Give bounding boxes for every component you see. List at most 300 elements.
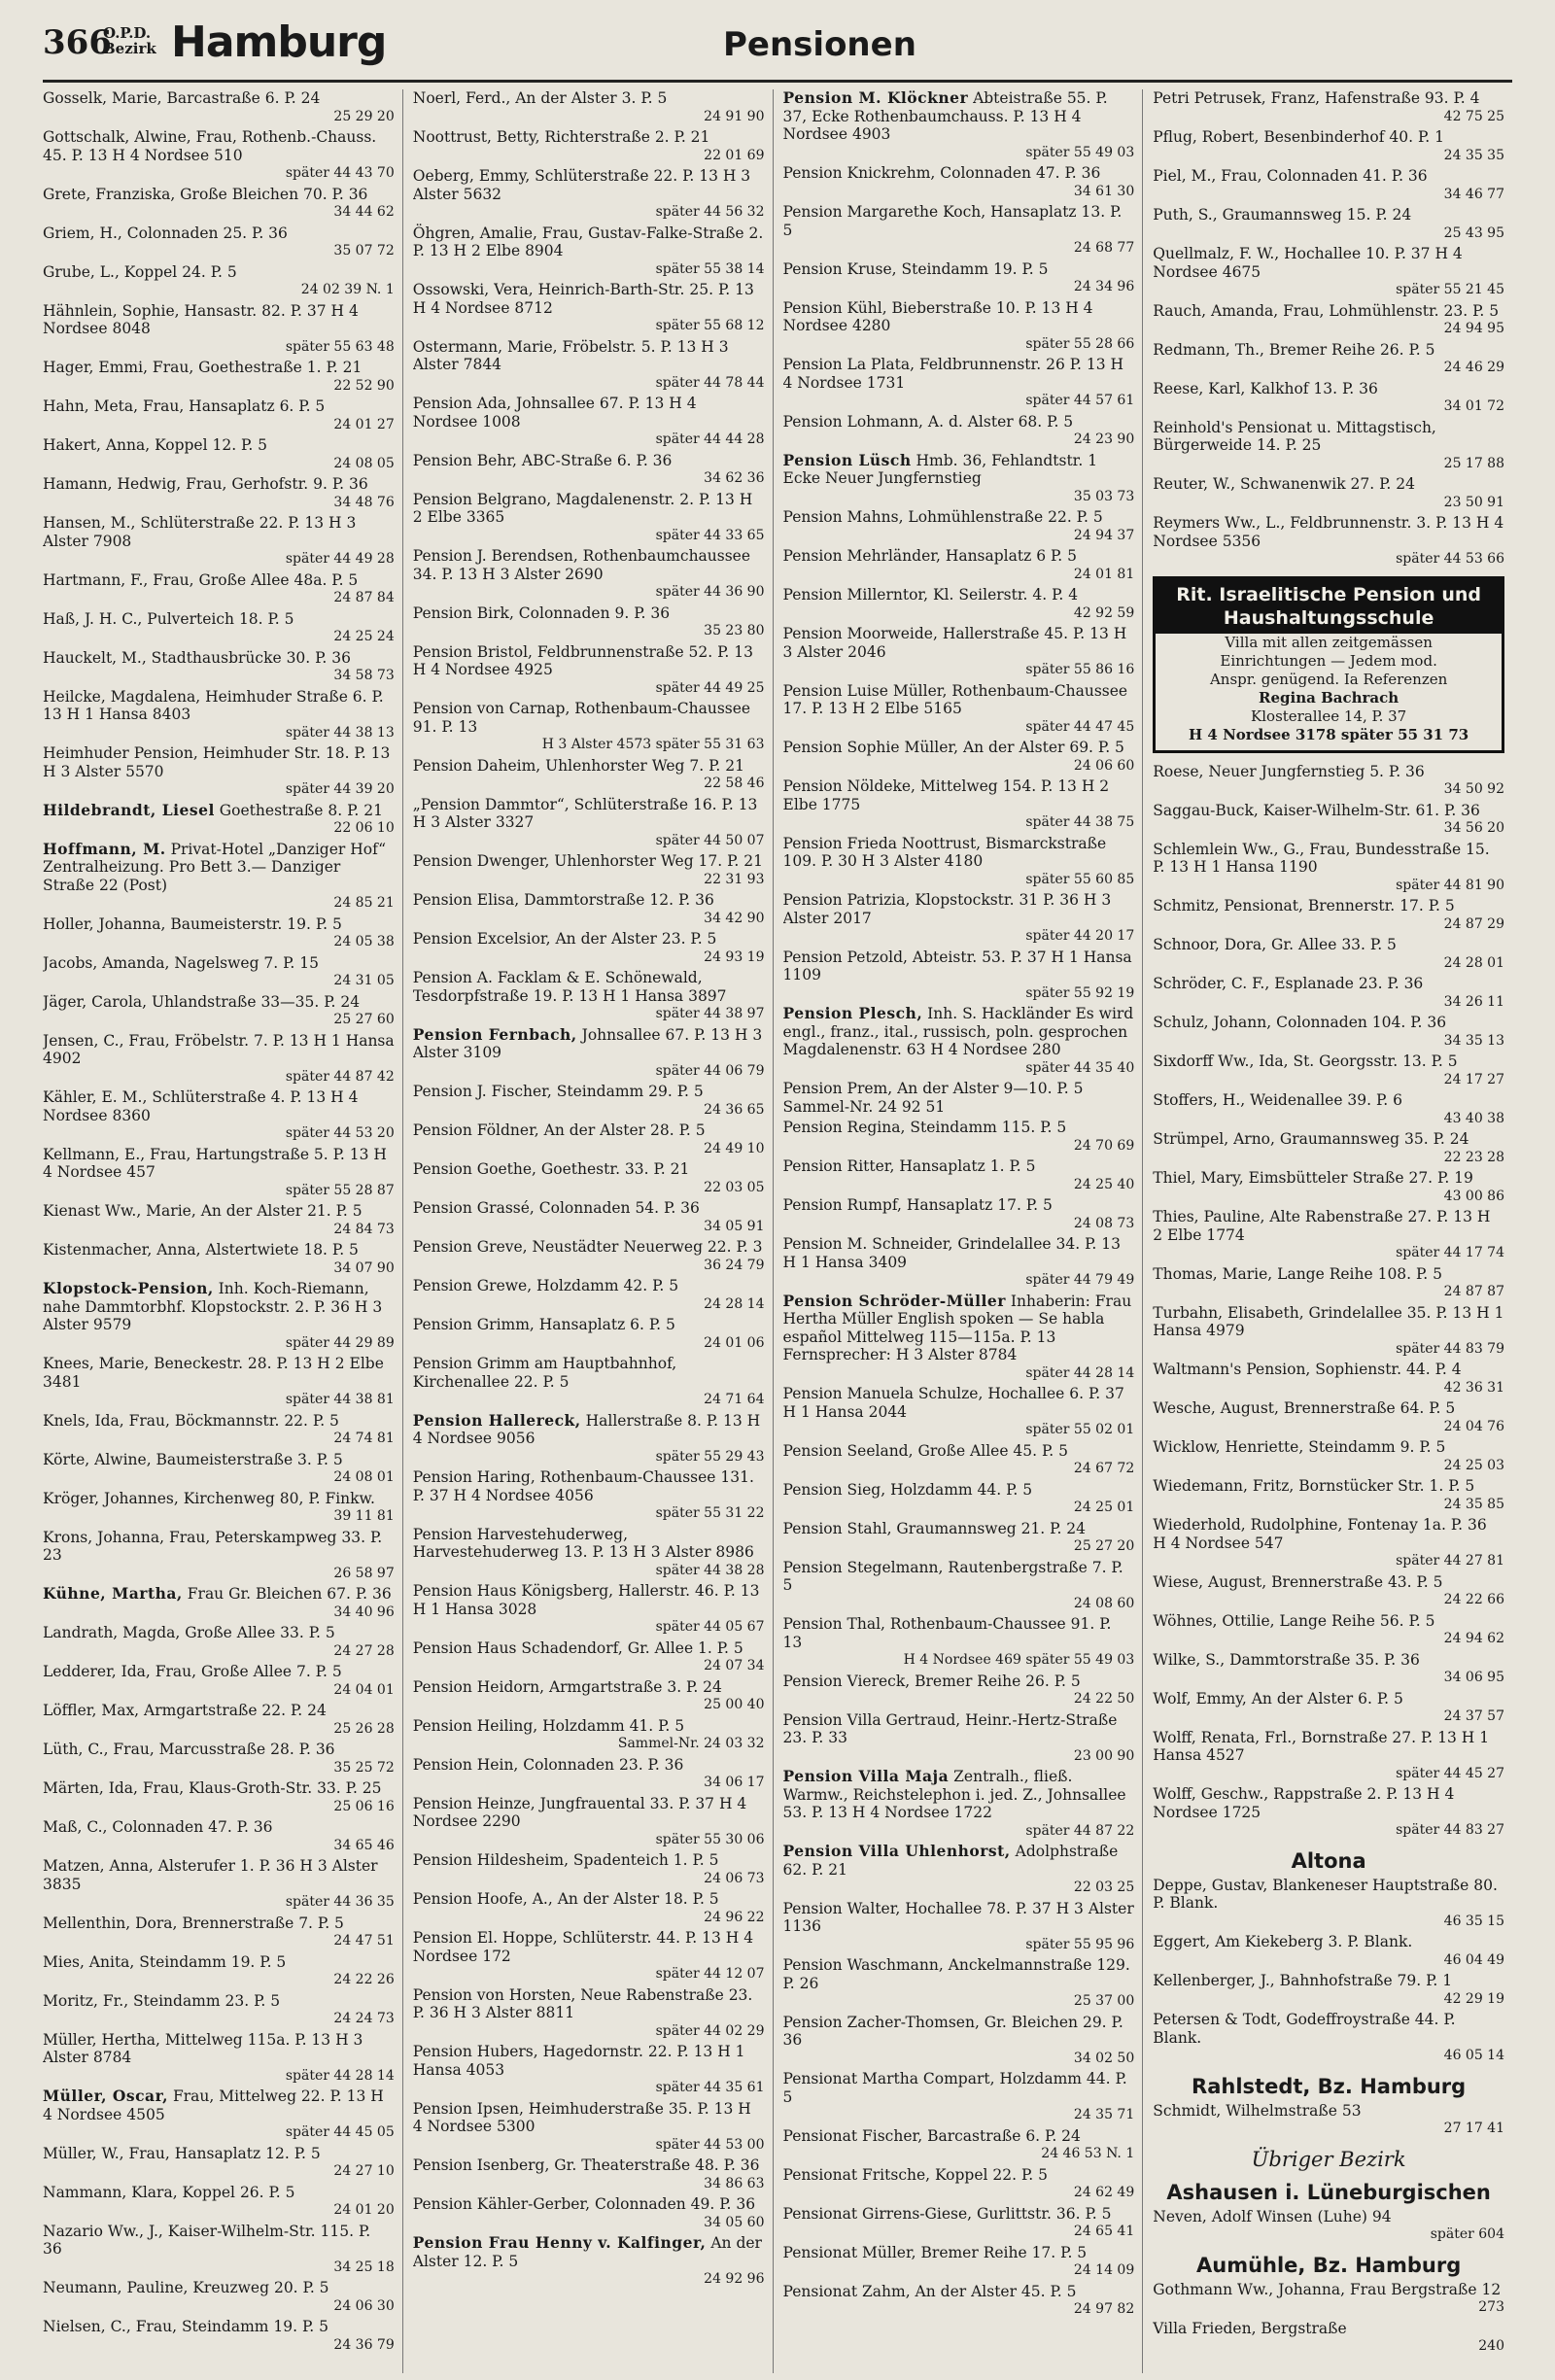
directory-entry	[413, 643, 765, 698]
entry-phone: 24 49 10	[704, 1140, 765, 1156]
entry-phone: später 44 56 32	[655, 204, 765, 220]
entry-phone: 34 48 76	[333, 494, 395, 510]
entry-phone: 34 02 50	[1073, 2050, 1135, 2066]
entry-name: Pension Moorweide, Hallerstraße 45. P. 13 H 3 Alster 2046	[782, 625, 1127, 661]
entry-phone: 42 75 25	[1443, 108, 1504, 124]
entry-name: Wicklow, Henriette, Steindamm 9. P. 5	[1153, 1438, 1446, 1456]
entry-name: Schröder, C. F., Esplanade 23. P. 36	[1153, 975, 1424, 992]
entry-phone: 34 44 62	[333, 204, 395, 220]
directory-entry	[1153, 2011, 1504, 2065]
entry-name: Saggau-Buck, Kaiser-Wilhelm-Str. 61. P. 36	[1153, 801, 1480, 819]
entry-name: Wiese, August, Brennerstraße 43. P. 5	[1153, 1572, 1443, 1591]
directory-entry	[1153, 1052, 1504, 1088]
entry-phone: 24 94 37	[1073, 527, 1135, 543]
entry-name: Maß, C., Colonnaden 47. P. 36	[43, 1818, 273, 1836]
entry-phone: später 44 06 79	[655, 1062, 765, 1079]
directory-entry	[43, 571, 395, 607]
ashausen-heading: Ashausen i. Lüneburgischen	[1166, 2180, 1491, 2204]
entry-name: Mies, Anita, Steindamm 19. P. 5	[43, 1952, 287, 1971]
entry-phone: 25 29 20	[333, 108, 395, 124]
entry-phone: 34 05 60	[704, 2214, 765, 2230]
entry-phone: 26 58 97	[333, 1565, 395, 1581]
entry-name: Hager, Emmi, Frau, Goethestraße 1. P. 21	[43, 359, 363, 376]
entry-name: Pension Grimm, Hansaplatz 6. P. 5	[412, 1316, 675, 1333]
entry-phone: später 44 44 28	[655, 431, 765, 447]
entry-detail: Inhaberin: Frau Hertha Müller English spoken — Se habla español Mittelweg 115—115a. P. 13 Fernsprecher: H 3 Alster 8784	[782, 1292, 1132, 1363]
directory-entry	[1153, 841, 1504, 895]
entry-phone: 35 03 73	[1073, 488, 1135, 504]
entry-name: Pension Daheim, Uhlenhorster Weg 7. P. 21	[412, 756, 744, 775]
entry-phone: 24 37 57	[1443, 1708, 1504, 1724]
directory-entry	[43, 1779, 395, 1815]
entry-phone: 22 23 28	[1443, 1149, 1504, 1165]
directory-entry	[783, 1196, 1135, 1232]
entry-name: Pension Plesch,	[782, 1004, 923, 1022]
entry-phone: 24 36 79	[333, 2336, 395, 2353]
ad-line-3: Anspr. genügend. Ia Referenzen	[1209, 670, 1448, 688]
entry-name: Pension Grimm am Hauptbahnhof, Kirchenallee 22. P. 5	[412, 1355, 677, 1391]
directory-entry	[43, 475, 395, 511]
directory-entry	[783, 949, 1135, 1003]
directory-entry	[1153, 341, 1504, 377]
entry-name: Pension Földner, An der Alster 28. P. 5	[412, 1121, 706, 1139]
entry-name: Pension Stegelmann, Rautenbergstraße 7. P. 5	[782, 1558, 1123, 1594]
entry-phone: 24 62 49	[1073, 2185, 1135, 2200]
entry-phone: 24 08 01	[333, 1469, 395, 1485]
entry-name: Petersen & Todt, Godeffroystraße 44. P. Blank.	[1153, 2011, 1456, 2047]
entry-phone: 34 61 30	[1073, 183, 1135, 199]
entry-name: Pension Heidorn, Armgartstraße 3. P. 24	[412, 1677, 722, 1696]
entry-name: Matzen, Anna, Alsterufer 1. P. 36 H 3 Alster 3835	[43, 1857, 378, 1893]
entry-phone: 24 94 62	[1443, 1631, 1504, 1646]
ad-title-line-1: Rit. Israelitische Pension und	[1176, 583, 1481, 605]
entry-name: Thiel, Mary, Eimsbütteler Straße 27. P. 19	[1153, 1169, 1473, 1187]
entry-name: Pension Manuela Schulze, Hochallee 6. P. 37 H 1 Hansa 2044	[782, 1385, 1124, 1421]
entry-phone: 23 00 90	[1073, 1747, 1135, 1764]
directory-entry	[783, 1442, 1135, 1478]
entry-phone: 22 03 05	[704, 1179, 765, 1195]
directory-entry	[413, 2100, 765, 2155]
entry-phone: Sammel-Nr. 24 03 32	[617, 1736, 765, 1751]
entry-phone: 34 26 11	[1443, 993, 1504, 1010]
entry-phone: H 4 Nordsee 469 später 55 49 03	[903, 1652, 1135, 1668]
entry-name: Pension Patrizia, Klopstockstr. 31 P. 36 H 3 Alster 2017	[782, 891, 1112, 927]
directory-entry	[43, 744, 395, 799]
entry-name: Roese, Neuer Jungfernstieg 5. P. 36	[1153, 762, 1425, 780]
entry-phone: 24 14 09	[1073, 2262, 1135, 2278]
entry-phone: 22 06 10	[333, 820, 395, 836]
directory-entry	[783, 1673, 1135, 1708]
entry-phone: später 55 30 06	[655, 1831, 765, 1847]
entry-name: Redmann, Th., Bremer Reihe 26. P. 5	[1153, 340, 1435, 359]
entry-name: Schmidt, Wilhelmstraße 53	[1153, 2101, 1362, 2120]
entry-name: Pensionat Girrens-Giese, Gurlittstr. 36. P. 5	[782, 2204, 1112, 2223]
directory-entry	[1153, 1516, 1504, 1570]
directory-entry	[43, 841, 395, 913]
directory-entry	[783, 1481, 1135, 1517]
entry-name: Quellmalz, F. W., Hochallee 10. P. 37 H 4 Nordsee 4675	[1153, 245, 1463, 281]
entry-name: Wiedemann, Fritz, Bornstücker Str. 1. P. 5	[1153, 1477, 1475, 1495]
directory-entry	[43, 1355, 395, 1409]
entry-name: Pension Haus Schadendorf, Gr. Allee 1. P. 5	[412, 1638, 743, 1657]
entry-name: Pension Prem, An der Alster 9—10. P. 5 Sammel-Nr. 24 92 51	[782, 1080, 1084, 1116]
entry-name: Pension Mehrländer, Hansaplatz 6 P. 5	[782, 547, 1077, 565]
entry-name: Pension Hubers, Hagedornstr. 22. P. 13 H 1 Hansa 4053	[412, 2043, 745, 2079]
entry-name: Pension Goethe, Goethestr. 33. P. 21	[412, 1160, 690, 1178]
entry-phone: später 44 79 49	[1025, 1272, 1135, 1288]
entry-phone: später 44 36 35	[285, 1894, 395, 1910]
entry-phone: 24 67 72	[1073, 1461, 1135, 1476]
entry-name: Stoffers, H., Weidenallee 39. P. 6	[1153, 1091, 1403, 1109]
directory-entry	[413, 1717, 765, 1753]
directory-entry	[783, 1119, 1135, 1155]
entry-phone: später 44 53 66	[1396, 551, 1504, 567]
column-3	[783, 89, 1144, 2373]
directory-entry	[1153, 419, 1504, 473]
entry-name: Müller, Oscar,	[43, 2087, 169, 2105]
directory-entry	[783, 1080, 1135, 1116]
entry-detail: Hmb. 36, Fehlandtstr. 1 Ecke Neuer Jungfernstieg	[782, 451, 1098, 487]
entry-phone: 24 22 26	[333, 1972, 395, 1987]
directory-entry	[43, 1202, 395, 1238]
entry-name: Pension Ipsen, Heimhuderstraße 35. P. 13 H 4 Nordsee 5300	[412, 2099, 751, 2135]
entry-name: Puth, S., Graumannsweg 15. P. 24	[1153, 206, 1412, 224]
directory-entry	[1153, 936, 1504, 972]
directory-entry	[1153, 1612, 1504, 1648]
entry-name: Piel, M., Frau, Colonnaden 41. P. 36	[1153, 167, 1428, 185]
entry-name: Schlemlein Ww., G., Frau, Bundesstraße 15. P. 13 H 1 Hansa 1190	[1153, 840, 1490, 876]
directory-entry	[413, 969, 765, 1023]
directory-entry	[413, 1795, 765, 1849]
ad-address: Klosterallee 14, P. 37	[1251, 707, 1407, 725]
entry-name: Pension Grewe, Holzdamm 42. P. 5	[412, 1277, 679, 1294]
directory-entry	[43, 397, 395, 433]
entry-phone: später 44 36 90	[655, 584, 765, 600]
entry-name: Eggert, Am Kiekeberg 3. P. Blank.	[1153, 1933, 1413, 1950]
directory-entry	[43, 436, 395, 472]
entry-phone: später 55 28 66	[1025, 335, 1135, 352]
directory-entry	[413, 1355, 765, 1409]
directory-entry	[43, 2031, 395, 2086]
entry-name: Pensionat Müller, Bremer Reihe 17. P. 5	[782, 2243, 1088, 2261]
directory-entry	[413, 547, 765, 602]
directory-entry	[783, 356, 1135, 410]
entry-name: Pension Birk, Colonnaden 9. P. 36	[412, 604, 671, 622]
directory-entry	[783, 1559, 1135, 1613]
directory-entry	[413, 891, 765, 927]
entry-name: Pension J. Berendsen, Rothenbaumchaussee 34. P. 13 H 3 Alster 2690	[412, 547, 751, 583]
entry-name: Neven, Adolf Winsen (Luhe) 94	[1153, 2207, 1392, 2225]
entry-phone: später 44 29 89	[285, 1334, 395, 1351]
directory-entry	[783, 1615, 1135, 1670]
entry-name: Müller, W., Frau, Hansaplatz 12. P. 5	[43, 2144, 321, 2162]
directory-entry	[1153, 302, 1504, 338]
entry-name: Pension Millerntor, Kl. Seilerstr. 4. P. 4	[782, 586, 1079, 604]
entry-phone: 24 87 84	[333, 590, 395, 605]
entry-name: Gottschalk, Alwine, Frau, Rothenb.-Chauss. 45. P. 13 H 4 Nordsee 510	[43, 128, 377, 164]
entry-phone: 22 01 69	[704, 147, 765, 163]
entry-phone: später 44 81 90	[1396, 877, 1504, 893]
directory-entry	[413, 1756, 765, 1792]
entry-phone: 24 05 38	[333, 934, 395, 949]
entry-name: Hartmann, F., Frau, Große Allee 48a. P. 5	[43, 570, 359, 589]
entry-name: Pension Luise Müller, Rothenbaum-Chaussee 17. P. 13 H 2 Elbe 5165	[782, 681, 1128, 717]
entry-detail: An der Alster 12. P. 5	[412, 2234, 762, 2270]
entry-phone: später 44 87 22	[1025, 1822, 1135, 1839]
entry-name: Kellenberger, J., Bahnhofstraße 79. P. 1	[1153, 1972, 1453, 1989]
entry-phone: später 55 02 01	[1025, 1422, 1135, 1437]
directory-entry	[783, 2127, 1135, 2163]
directory-entry	[43, 1857, 395, 1912]
directory-entry	[413, 491, 765, 545]
entry-phone: später 55 86 16	[1025, 662, 1135, 677]
directory-entry	[1153, 1877, 1504, 1931]
city-heading: Hamburg	[171, 17, 387, 67]
entry-name: Hamann, Hedwig, Frau, Gerhofstr. 9. P. 36	[43, 475, 368, 493]
entry-phone: 24 87 29	[1443, 915, 1504, 932]
entry-name: Pension A. Facklam & E. Schönewald, Tesdorpfstraße 19. P. 13 H 1 Hansa 3897	[412, 969, 727, 1005]
entry-name: Kienast Ww., Marie, An der Alster 21. P. 5	[43, 1202, 363, 1220]
entry-phone: 34 86 63	[704, 2175, 765, 2191]
entry-name: Pension Schröder-Müller	[782, 1291, 1006, 1310]
directory-entry	[43, 915, 395, 951]
entry-name: Klopstock-Pension,	[43, 1279, 214, 1297]
entry-phone: 25 00 40	[704, 1697, 765, 1712]
directory-entry	[783, 203, 1135, 258]
entry-name: Haß, J. H. C., Pulverteich 18. P. 5	[43, 609, 294, 628]
entry-name: Schulz, Johann, Colonnaden 104. P. 36	[1153, 1014, 1447, 1031]
directory-entry	[1153, 514, 1504, 569]
entry-phone: später 55 49 03	[1025, 144, 1135, 160]
entry-name: Pension Harvestehuderweg, Harvestehuderweg 13. P. 13 H 3 Alster 8986	[412, 1525, 754, 1561]
entry-phone: 24 25 40	[1073, 1176, 1135, 1192]
entry-phone: 34 62 36	[704, 470, 765, 486]
entry-phone: 34 50 92	[1443, 781, 1504, 797]
directory-entry	[413, 700, 765, 754]
entry-phone: später 44 38 28	[655, 1562, 765, 1578]
entry-name: Pension M. Klöckner	[782, 89, 969, 107]
entry-name: Pension J. Fischer, Steindamm 29. P. 5	[412, 1083, 704, 1100]
directory-entry	[1153, 763, 1504, 799]
directory-entry	[43, 2145, 395, 2181]
entry-name: Wolff, Renata, Frl., Bornstraße 27. P. 13 H 1 Hansa 4527	[1153, 1728, 1490, 1764]
directory-entry	[43, 89, 395, 125]
entry-name: Thomas, Marie, Lange Reihe 108. P. 5	[1153, 1264, 1443, 1283]
entry-name: Reuter, W., Schwanenwik 27. P. 24	[1153, 475, 1415, 493]
entry-name: Mellenthin, Dora, Brennerstraße 7. P. 5	[43, 1914, 344, 1932]
directory-entry	[1153, 380, 1504, 416]
directory-entry	[413, 1121, 765, 1157]
entry-phone: 34 06 17	[704, 1775, 765, 1790]
directory-entry	[413, 1890, 765, 1926]
entry-name: Hahn, Meta, Frau, Hansaplatz 6. P. 5	[43, 397, 326, 415]
entry-phone: später 55 21 45	[1396, 282, 1504, 297]
entry-detail: Abteistraße 55. P. 37, Ecke Rothenbaumchauss. P. 13 H 4 Nordsee 4903	[782, 89, 1108, 143]
entry-phone: später 44 47 45	[1025, 718, 1135, 735]
entry-phone: später 44 35 61	[655, 2080, 765, 2095]
entry-name: Hähnlein, Sophie, Hansastr. 82. P. 37 H 4 Nordsee 8048	[43, 301, 359, 337]
directory-entry	[783, 2283, 1135, 2319]
directory-entry	[783, 452, 1135, 506]
entry-name: Müller, Hertha, Mittelweg 115a. P. 13 H 3 Alster 8784	[43, 2030, 363, 2066]
entry-phone: 24 93 19	[704, 949, 765, 965]
entry-name: Körte, Alwine, Baumeisterstraße 3. P. 5	[43, 1450, 343, 1468]
entry-phone: später 44 87 42	[285, 1068, 395, 1085]
entry-phone: 24 08 60	[1073, 1595, 1135, 1611]
entry-name: Pension Hallereck,	[412, 1410, 581, 1430]
directory-entry	[413, 604, 765, 640]
entry-phone: 24 01 81	[1073, 566, 1135, 582]
entry-phone: 35 07 72	[333, 243, 395, 259]
entry-name: Thies, Pauline, Alte Rabenstraße 27. P. 13 H 2 Elbe 1774	[1153, 1208, 1491, 1244]
directory-entry	[43, 1585, 395, 1621]
entry-phone: 25 06 16	[333, 1798, 395, 1814]
entry-phone: 22 31 93	[704, 871, 765, 887]
entry-phone: 24 06 73	[704, 1870, 765, 1886]
directory-entry	[43, 1741, 395, 1776]
entry-phone: 24 47 51	[333, 1933, 395, 1949]
entry-name: Heilcke, Magdalena, Heimhuder Straße 6. P. 13 H 1 Hansa 8403	[43, 687, 384, 723]
directory-entry	[413, 1083, 765, 1119]
entry-phone: 35 23 80	[704, 623, 765, 638]
directory-entry	[1153, 2281, 1504, 2317]
entry-name: Pflug, Robert, Besenbinderhof 40. P. 1	[1153, 128, 1444, 146]
entry-name: Pension Dwenger, Uhlenhorster Weg 17. P. 21	[412, 852, 764, 870]
entry-phone: 34 56 20	[1443, 820, 1504, 836]
directory-entry	[1153, 1573, 1504, 1609]
directory-entry	[783, 2244, 1135, 2280]
directory-entry	[43, 1624, 395, 1660]
entry-phone: 24 35 35	[1443, 147, 1504, 163]
entry-name: Jäger, Carola, Uhlandstraße 33—35. P. 24	[43, 992, 361, 1011]
directory-entry	[413, 1412, 765, 1466]
entry-name: Pension Knickrehm, Colonnaden 47. P. 36	[782, 164, 1101, 182]
entry-name: Kröger, Johannes, Kirchenweg 80, P. Finkw.	[43, 1489, 375, 1507]
entry-name: Hildebrandt, Liesel	[43, 800, 215, 819]
directory-entry	[1153, 1399, 1504, 1435]
entry-name: Kähler, E. M., Schlüterstraße 4. P. 13 H 4 Nordsee 8360	[43, 1088, 359, 1124]
entry-name: Rauch, Amanda, Frau, Lohmühlenstr. 23. P. 5	[1153, 301, 1500, 320]
entry-phone: später 44 12 07	[655, 1966, 765, 1982]
entry-phone: später 44 20 17	[1025, 928, 1135, 944]
entry-name: Pension Waschmann, Anckelmannstraße 129. P. 26	[782, 1956, 1130, 1992]
entry-name: Pension Villa Uhlenhorst,	[782, 1842, 1011, 1860]
entry-name: Pensionat Zahm, An der Alster 45. P. 5	[782, 2282, 1077, 2300]
entry-phone: 24 08 73	[1073, 1215, 1135, 1231]
entry-phone: 22 58 46	[704, 776, 765, 791]
entry-name: Moritz, Fr., Steindamm 23. P. 5	[43, 1991, 281, 2010]
entry-phone: 36 24 79	[704, 1257, 765, 1273]
entry-phone: 24 01 27	[333, 416, 395, 432]
entry-name: Pension Kühl, Bieberstraße 10. P. 13 H 4 Nordsee 4280	[782, 298, 1093, 334]
entry-phone: 35 25 72	[333, 1759, 395, 1776]
column-1	[43, 89, 403, 2373]
directory-entry	[1153, 2208, 1504, 2244]
entry-name: Grete, Franziska, Große Bleichen 70. P. 36	[43, 185, 368, 203]
directory-entry	[43, 1146, 395, 1200]
entry-name: Pension Isenberg, Gr. Theaterstraße 48. P. 36	[412, 2156, 760, 2174]
entry-name: Pensionat Fritsche, Koppel 22. P. 5	[782, 2165, 1048, 2184]
entry-name: Pension Lüsch	[782, 450, 912, 469]
entry-phone: später 55 92 19	[1025, 984, 1135, 1001]
directory-entry	[1153, 1014, 1504, 1050]
entry-phone: später 55 63 48	[285, 338, 395, 355]
ad-phone: H 4 Nordsee 3178 später 55 31 73	[1189, 725, 1469, 743]
entry-phone: 34 07 90	[333, 1259, 395, 1276]
directory-entry	[1153, 1690, 1504, 1726]
entry-name: Wilke, S., Dammtorstraße 35. P. 36	[1153, 1650, 1420, 1669]
entry-phone: H 3 Alster 4573 später 55 31 63	[541, 737, 765, 752]
directory-entry	[1153, 1091, 1504, 1127]
directory-entry	[413, 1316, 765, 1352]
entry-phone: später 55 95 96	[1025, 1936, 1135, 1952]
directory-entry	[783, 89, 1135, 161]
entry-phone: 24 34 96	[1073, 279, 1135, 294]
entry-name: Pension Frieda Noottrust, Bismarckstraße 109. P. 30 H 3 Alster 4180	[782, 834, 1107, 870]
directory-entry	[783, 739, 1135, 775]
entry-name: Pension Viereck, Bremer Reihe 26. P. 5	[782, 1672, 1081, 1690]
entry-detail: Frau, Mittelweg 22. P. 13 H 4 Nordsee 4505	[43, 2087, 384, 2123]
entry-phone: 24 23 90	[1073, 431, 1135, 447]
entry-name: Pension Zacher-Thomsen, Gr. Bleichen 29. P. 36	[782, 2013, 1123, 2049]
entry-name: Pension Rumpf, Hansaplatz 17. P. 5	[782, 1196, 1053, 1214]
advertisement-box	[1153, 576, 1504, 753]
entry-name: Jacobs, Amanda, Nagelsweg 7. P. 15	[43, 953, 320, 972]
entry-name: Deppe, Gustav, Blankeneser Hauptstraße 80. P. Blank.	[1153, 1876, 1498, 1912]
entry-name: Reinhold's Pensionat u. Mittagstisch, Bürgerweide 14. P. 25	[1153, 418, 1436, 454]
ad-title-line-2: Haushaltungsschule	[1223, 606, 1434, 629]
entry-detail: Frau Gr. Bleichen 67. P. 36	[187, 1585, 392, 1603]
entry-phone: 24 27 10	[333, 2163, 395, 2179]
entry-phone: 25 27 60	[333, 1012, 395, 1027]
entry-name: Pension Villa Gertraud, Heinr.-Hertz-Straße 23. P. 33	[782, 1710, 1118, 1746]
directory-entry	[1153, 1130, 1504, 1166]
entry-phone: später 44 38 97	[655, 1006, 765, 1021]
directory-entry	[1153, 1169, 1504, 1205]
directory-entry	[413, 128, 765, 164]
directory-entry	[783, 2070, 1135, 2124]
entry-phone: später 44 49 25	[655, 679, 765, 696]
entry-name: Nammann, Klara, Koppel 26. P. 5	[43, 2183, 295, 2201]
entry-name: Pension Frau Henny v. Kalfinger,	[412, 2233, 707, 2252]
entry-name: Pension Haring, Rothenbaum-Chaussee 131. P. 37 H 4 Nordsee 4056	[412, 1468, 754, 1504]
entry-name: Pension Seeland, Große Allee 45. P. 5	[782, 1441, 1069, 1460]
entry-phone: 24 71 64	[704, 1392, 765, 1407]
directory-entry	[43, 802, 395, 838]
directory-entry	[43, 186, 395, 222]
entry-name: Knels, Ida, Frau, Böckmannstr. 22. P. 5	[43, 1411, 339, 1430]
entry-name: Pension Sieg, Holzdamm 44. P. 5	[782, 1480, 1033, 1499]
directory-entry	[43, 1663, 395, 1699]
directory-entry	[783, 586, 1135, 622]
directory-entry	[43, 224, 395, 260]
entry-phone: 42 92 59	[1073, 604, 1135, 621]
directory-entry	[43, 993, 395, 1029]
directory-entry	[413, 1277, 765, 1313]
entry-phone: 34 46 77	[1443, 186, 1504, 202]
ad-title	[1156, 579, 1502, 634]
entry-name: Heimhuder Pension, Heimhuder Str. 18. P. 13 H 3 Alster 5570	[43, 744, 391, 780]
entry-name: Lüth, C., Frau, Marcusstraße 28. P. 36	[43, 1741, 335, 1758]
entry-name: Märten, Ida, Frau, Klaus-Groth-Str. 33. P. 25	[43, 1779, 382, 1797]
entry-phone: später 44 45 27	[1396, 1765, 1504, 1781]
district-label: O.P.D. Bezirk	[103, 24, 156, 57]
directory-entry	[1153, 802, 1504, 838]
entry-name: Pension Stahl, Graumannsweg 21. P. 24	[782, 1519, 1087, 1537]
entry-phone: 24 68 77	[1073, 240, 1135, 256]
entry-name: Pension Hoofe, A., An der Alster 18. P. 5	[412, 1890, 719, 1908]
entry-phone: 24 01 06	[704, 1334, 765, 1351]
